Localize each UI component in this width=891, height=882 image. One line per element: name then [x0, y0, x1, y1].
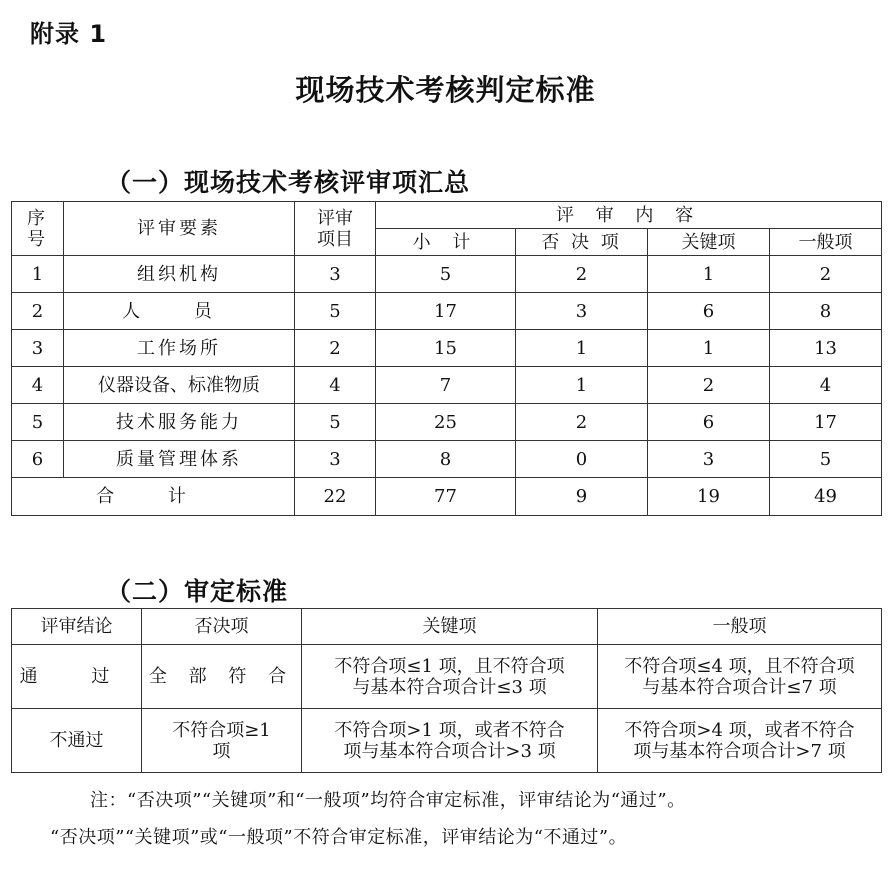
table-row	[12, 256, 882, 293]
header-cell-items: 评审 项目	[295, 202, 376, 256]
cell-subtotal: 25	[376, 404, 516, 441]
cell-veto: 0	[516, 441, 648, 478]
header-cell-element: 评审要素	[64, 202, 295, 256]
cell-subtotal: 7	[376, 367, 516, 404]
table-row	[12, 293, 882, 330]
cell-total-label: 合 计	[12, 478, 295, 516]
cell-element: 技术服务能力	[64, 404, 295, 441]
cell-total-items: 22	[295, 478, 376, 516]
cell-no: 5	[12, 404, 64, 441]
cell-general: 2	[770, 256, 882, 293]
cell-veto: 1	[516, 330, 648, 367]
cell-key: 1	[648, 256, 770, 293]
table-row	[12, 330, 882, 367]
cell-pass-veto: 全 部 符 合	[142, 645, 302, 709]
header-cell-key: 关键项	[302, 609, 598, 645]
cell-total-general: 49	[770, 478, 882, 516]
cell-fail-conclusion: 不通过	[12, 709, 142, 773]
cell-pass-key: 不符合项≤1 项，且不符合项 与基本符合项合计≤3 项	[302, 645, 598, 709]
cell-general: 17	[770, 404, 882, 441]
header-cell-general: 一般项	[770, 229, 882, 256]
table-row	[12, 367, 882, 404]
cell-general: 4	[770, 367, 882, 404]
section-heading-summary: （一）现场技术考核评审项汇总	[106, 168, 471, 197]
cell-fail-general: 不符合项>4 项，或者不符合 项与基本符合项合计>7 项	[598, 709, 882, 773]
table-header-row	[12, 202, 882, 229]
cell-items: 5	[295, 293, 376, 330]
header-cell-veto: 否 决 项	[516, 229, 648, 256]
header-cell-key: 关键项	[648, 229, 770, 256]
table-row	[12, 404, 882, 441]
cell-veto: 3	[516, 293, 648, 330]
table-row	[12, 441, 882, 478]
cell-element: 仪器设备、标准物质	[64, 367, 295, 404]
review-standard-table	[11, 608, 882, 773]
cell-key: 6	[648, 293, 770, 330]
cell-total-key: 19	[648, 478, 770, 516]
note-line-1: 注：“否决项”“关键项”和“一般项”均符合审定标准，评审结论为“通过”。	[90, 790, 686, 811]
header-cell-general: 一般项	[598, 609, 882, 645]
header-cell-veto: 否决项	[142, 609, 302, 645]
review-items-summary-table	[11, 201, 882, 516]
header-cell-index: 序 号	[12, 202, 64, 256]
cell-key: 1	[648, 330, 770, 367]
cell-pass-conclusion: 通 过	[12, 645, 142, 709]
cell-general: 5	[770, 441, 882, 478]
cell-subtotal: 15	[376, 330, 516, 367]
table-row-pass	[12, 645, 882, 709]
cell-no: 2	[12, 293, 64, 330]
cell-key: 3	[648, 441, 770, 478]
cell-items: 2	[295, 330, 376, 367]
cell-items: 3	[295, 441, 376, 478]
note-line-2: “否决项”“关键项”或“一般项”不符合审定标准，评审结论为“不通过”。	[50, 827, 628, 848]
cell-total-subtotal: 77	[376, 478, 516, 516]
cell-no: 3	[12, 330, 64, 367]
cell-items: 4	[295, 367, 376, 404]
cell-items: 5	[295, 404, 376, 441]
header-cell-content: 评 审 内 容	[376, 202, 882, 229]
table-header-row	[12, 609, 882, 645]
cell-fail-key: 不符合项>1 项，或者不符合 项与基本符合项合计>3 项	[302, 709, 598, 773]
cell-key: 2	[648, 367, 770, 404]
document-title: 现场技术考核判定标准	[295, 73, 596, 107]
cell-element: 组织机构	[64, 256, 295, 293]
cell-no: 6	[12, 441, 64, 478]
cell-pass-general: 不符合项≤4 项，且不符合项 与基本符合项合计≤7 项	[598, 645, 882, 709]
table-row-fail	[12, 709, 882, 773]
cell-veto: 1	[516, 367, 648, 404]
cell-general: 13	[770, 330, 882, 367]
cell-general: 8	[770, 293, 882, 330]
cell-no: 1	[12, 256, 64, 293]
header-cell-conclusion: 评审结论	[12, 609, 142, 645]
cell-veto: 2	[516, 256, 648, 293]
appendix-label: 附录 1	[30, 20, 108, 48]
cell-element: 人 员	[64, 293, 295, 330]
cell-subtotal: 8	[376, 441, 516, 478]
cell-element: 工作场所	[64, 330, 295, 367]
cell-subtotal: 5	[376, 256, 516, 293]
cell-no: 4	[12, 367, 64, 404]
cell-subtotal: 17	[376, 293, 516, 330]
cell-key: 6	[648, 404, 770, 441]
table-total-row	[12, 478, 882, 516]
section-heading-standard: （二）审定标准	[106, 577, 289, 606]
cell-fail-veto: 不符合项≥1 项	[142, 709, 302, 773]
cell-total-veto: 9	[516, 478, 648, 516]
cell-items: 3	[295, 256, 376, 293]
header-cell-subtotal: 小 计	[376, 229, 516, 256]
cell-element: 质量管理体系	[64, 441, 295, 478]
cell-veto: 2	[516, 404, 648, 441]
